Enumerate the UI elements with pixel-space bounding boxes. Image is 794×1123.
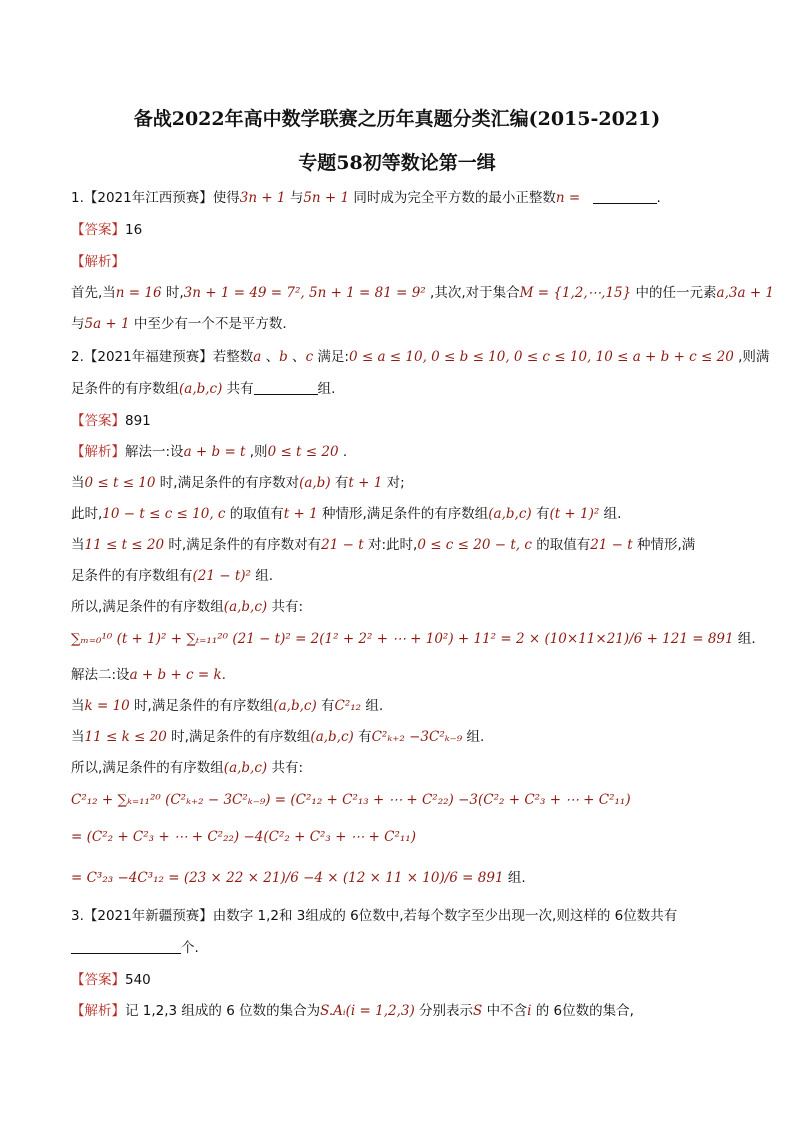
q2-formula-line-3: = C³₂₃ −4C³₁₂ = (23 × 22 × 21)/6 −4 × (12 × 11 × 10)/6 = 891 组.	[71, 870, 526, 886]
q2-formula-line-2: = (C²₂ + C²₃ + ⋯ + C²₂₂) −4(C²₂ + C²₃ + ⋯ + C²₁₁)	[71, 829, 416, 845]
q2-analysis-line: 当0 ≤ t ≤ 10 时,满足条件的有序数对(a,b) 有t + 1 对;	[71, 475, 405, 491]
q2-analysis-line: 所以,满足条件的有序数组(a,b,c) 共有:	[71, 760, 304, 776]
q2-answer-blank	[254, 382, 318, 395]
q2-analysis-line: 当11 ≤ t ≤ 20 时,满足条件的有序数对有21 − t 对:此时,0 ≤ c ≤ 20 − t, c 的取值有21 − t 种情形,满	[71, 537, 696, 553]
q1-prefix: 1.【2021年江西预赛】	[71, 190, 213, 206]
q1-analysis-label: 【解析】	[71, 254, 125, 270]
q2-analysis-line: 所以,满足条件的有序数组(a,b,c) 共有:	[71, 599, 304, 615]
q1-stem: 1.【2021年江西预赛】使得3n + 1 与5n + 1 同时成为完全平方数的最小正整数n = .	[71, 190, 661, 206]
q2-analysis-line: 此时,10 − t ≤ c ≤ 10, c 的取值有t + 1 种情形,满足条件的有序数组(a,b,c) 有(t + 1)² 组.	[71, 506, 622, 522]
document-title: 备战2022年高中数学联赛之历年真题分类汇编(2015-2021)	[133, 108, 661, 130]
q3-prefix: 3.【2021年新疆预赛】	[71, 908, 213, 924]
q3-stem-cont: 个.	[71, 936, 731, 956]
q2-analysis-line: 足条件的有序数组有(21 − t)² 组.	[71, 568, 274, 584]
q2-analysis-line: 当k = 10 时,满足条件的有序数组(a,b,c) 有C²₁₂ 组.	[71, 698, 384, 714]
q3-stem: 3.【2021年新疆预赛】由数字 1,2和 3组成的 6位数中,若每个数字至少出现一次,则这样的 6位数共有	[71, 908, 678, 924]
q1-analysis-line: 与5a + 1 中至少有一个不是平方数.	[71, 316, 287, 332]
q1-answer-blank	[593, 191, 657, 204]
q3-answer: 【答案】540	[71, 972, 151, 988]
q3-answer-blank	[71, 941, 181, 954]
q2-formula-line-1: C²₁₂ + ∑ₖ₌₁₁²⁰ (C²ₖ₊₂ − 3C²ₖ₋₉) = (C²₁₂ + C²₁₃ + ⋯ + C²₂₂) −3(C²₂ + C²₃ + ⋯ + C²₁₁)	[71, 792, 631, 808]
q2-analysis-line: 解法二:设a + b + c = k.	[71, 667, 226, 683]
q2-stem-cont: 足条件的有序数组(a,b,c) 共有 组.	[71, 381, 336, 397]
q3-analysis-line: 【解析】记 1,2,3 组成的 6 位数的集合为S.Aᵢ(i = 1,2,3) 分别表示S 中不含i 的 6位数的集合,	[71, 1003, 634, 1019]
q2-answer: 【答案】891	[71, 413, 151, 429]
q2-stem: 2.【2021年福建预赛】若整数a 、b 、c 满足:0 ≤ a ≤ 10, 0 ≤ b ≤ 10, 0 ≤ c ≤ 10, 10 ≤ a + b + c ≤ 20 ,则满	[71, 349, 770, 365]
q2-prefix: 2.【2021年福建预赛】	[71, 349, 213, 365]
q2-sum-formula: ∑ₘ₌₀¹⁰ (t + 1)² + ∑ₜ₌₁₁²⁰ (21 − t)² = 2(1² + 2² + ⋯ + 10²) + 11² = 2 × (10×11×21)/6 + 121 = 891 组.	[71, 631, 756, 647]
document-subtitle: 专题58初等数论第一缉	[298, 152, 496, 174]
q2-analysis-line: 当11 ≤ k ≤ 20 时,满足条件的有序数组(a,b,c) 有C²ₖ₊₂ −3C²ₖ₋₉ 组.	[71, 729, 485, 745]
q1-answer: 【答案】16	[71, 222, 143, 238]
q1-analysis-line: 首先,当n = 16 时,3n + 1 = 49 = 7², 5n + 1 = 81 = 9² ,其次,对于集合M = {1,2,⋯,15} 中的任一元素a,3a + 1	[71, 285, 775, 301]
q2-analysis-line: 【解析】解法一:设a + b = t ,则0 ≤ t ≤ 20 .	[71, 444, 348, 460]
